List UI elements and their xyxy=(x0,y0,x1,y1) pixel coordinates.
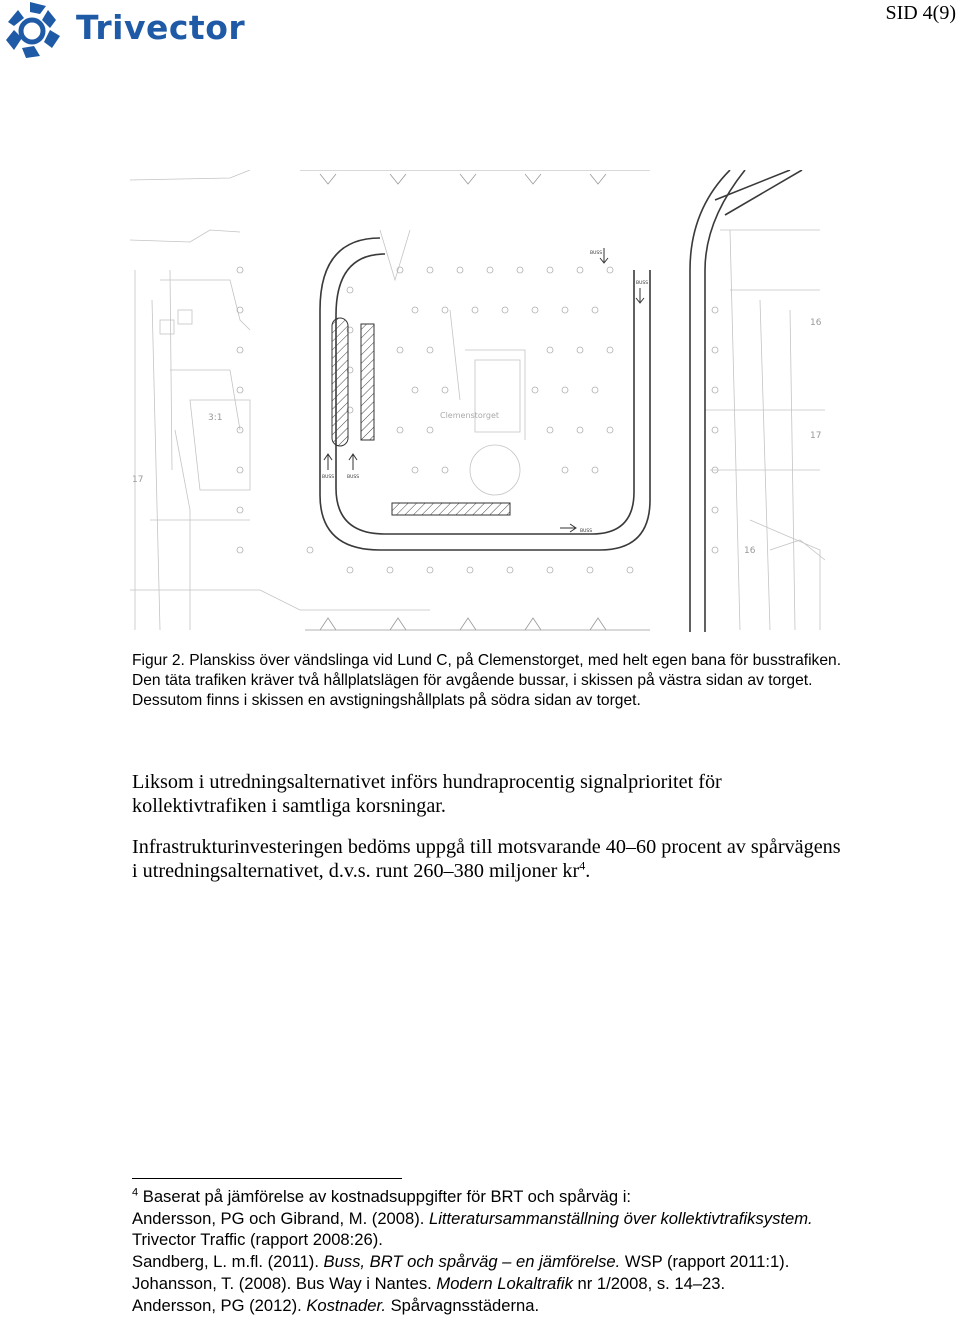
reference-1-title: Litteratursammanställning över kollektivtrafiksystem. xyxy=(429,1208,813,1228)
map-label-bus-top-2: BUSS xyxy=(636,281,649,286)
site-plan-figure xyxy=(130,170,825,632)
map-label-16-bottom: 16 xyxy=(744,546,756,556)
trivector-logo-icon xyxy=(0,0,64,62)
footnote-reference[interactable]: 4 xyxy=(579,858,586,873)
map-label-bus-left-2: BUSS xyxy=(347,475,360,480)
paragraph-infrastructure-cost-text: Infrastrukturinvesteringen bedöms uppgå till motsvarande 40–60 procent av spårvägens i utredningsalternativet, d.v.s. runt 260–380 miljoner kr xyxy=(132,836,841,882)
reference-3-title: Modern Lokaltrafik xyxy=(436,1273,573,1293)
footnote-separator xyxy=(132,1178,402,1179)
map-label-square: Clemenstorget xyxy=(440,411,499,420)
page-number: SID 4(9) xyxy=(885,2,956,24)
reference-2-authors: Sandberg, L. m.fl. (2011). xyxy=(132,1252,324,1272)
logo-wordmark: Trivector xyxy=(76,8,246,47)
reference-3-issue: nr 1/2008, s. 14–23. xyxy=(572,1273,726,1293)
map-label-bus-bottom: BUSS xyxy=(580,529,593,534)
map-label-3-1: 3:1 xyxy=(208,413,223,423)
paragraph-infrastructure-cost xyxy=(132,835,844,883)
reference-4-authors: Andersson, PG (2012). xyxy=(132,1295,307,1315)
footnote-marker: 4 xyxy=(132,1186,139,1199)
reference-4-title: Kostnader. xyxy=(306,1295,386,1315)
paragraph-end: . xyxy=(585,860,591,882)
reference-1 xyxy=(132,1208,852,1251)
footnote-intro xyxy=(132,1186,852,1208)
reference-2-title: Buss, BRT och spårväg – en jämförelse. xyxy=(323,1252,621,1272)
map-label-bus-left-1: BUSS xyxy=(322,475,335,480)
figure-caption: Figur 2. Planskiss över vändslinga vid Lund C, på Clemenstorget, med helt egen bana för busstrafiken. Den täta trafiken kräver två hållplatslägen för avgående bussar, i skissen på västra sidan av torget. Dessutom finns i skissen en avstigningshållplats på södra sidan av torget. xyxy=(132,652,842,709)
reference-4-publisher: Spårvagnsstäderna. xyxy=(385,1295,540,1315)
reference-4 xyxy=(132,1295,852,1317)
reference-3 xyxy=(132,1273,852,1295)
map-label-17-right: 17 xyxy=(810,431,822,441)
footnotes xyxy=(132,1186,852,1316)
map-label-16-top: 16 xyxy=(810,318,822,328)
trivector-logo xyxy=(0,0,260,62)
paragraph-signal-priority: Liksom i utredningsalternativet införs hundraprocentig signalprioritet för kollektivtrafiken i samtliga korsningar. xyxy=(132,771,722,817)
reference-1-publisher: Trivector Traffic (rapport 2008:26). xyxy=(132,1230,383,1250)
reference-1-authors: Andersson, PG och Gibrand, M. (2008). xyxy=(132,1208,429,1228)
map-label-17-left: 17 xyxy=(132,475,144,485)
reference-2-publisher: WSP (rapport 2011:1). xyxy=(620,1252,790,1272)
reference-2 xyxy=(132,1251,852,1273)
reference-3-authors: Johansson, T. (2008). Bus Way i Nantes. xyxy=(132,1273,437,1293)
footnote-intro-text: Baserat på jämförelse av kostnadsuppgifter för BRT och spårväg i: xyxy=(142,1187,631,1206)
map-label-bus-top-1: BUSS xyxy=(590,251,603,256)
